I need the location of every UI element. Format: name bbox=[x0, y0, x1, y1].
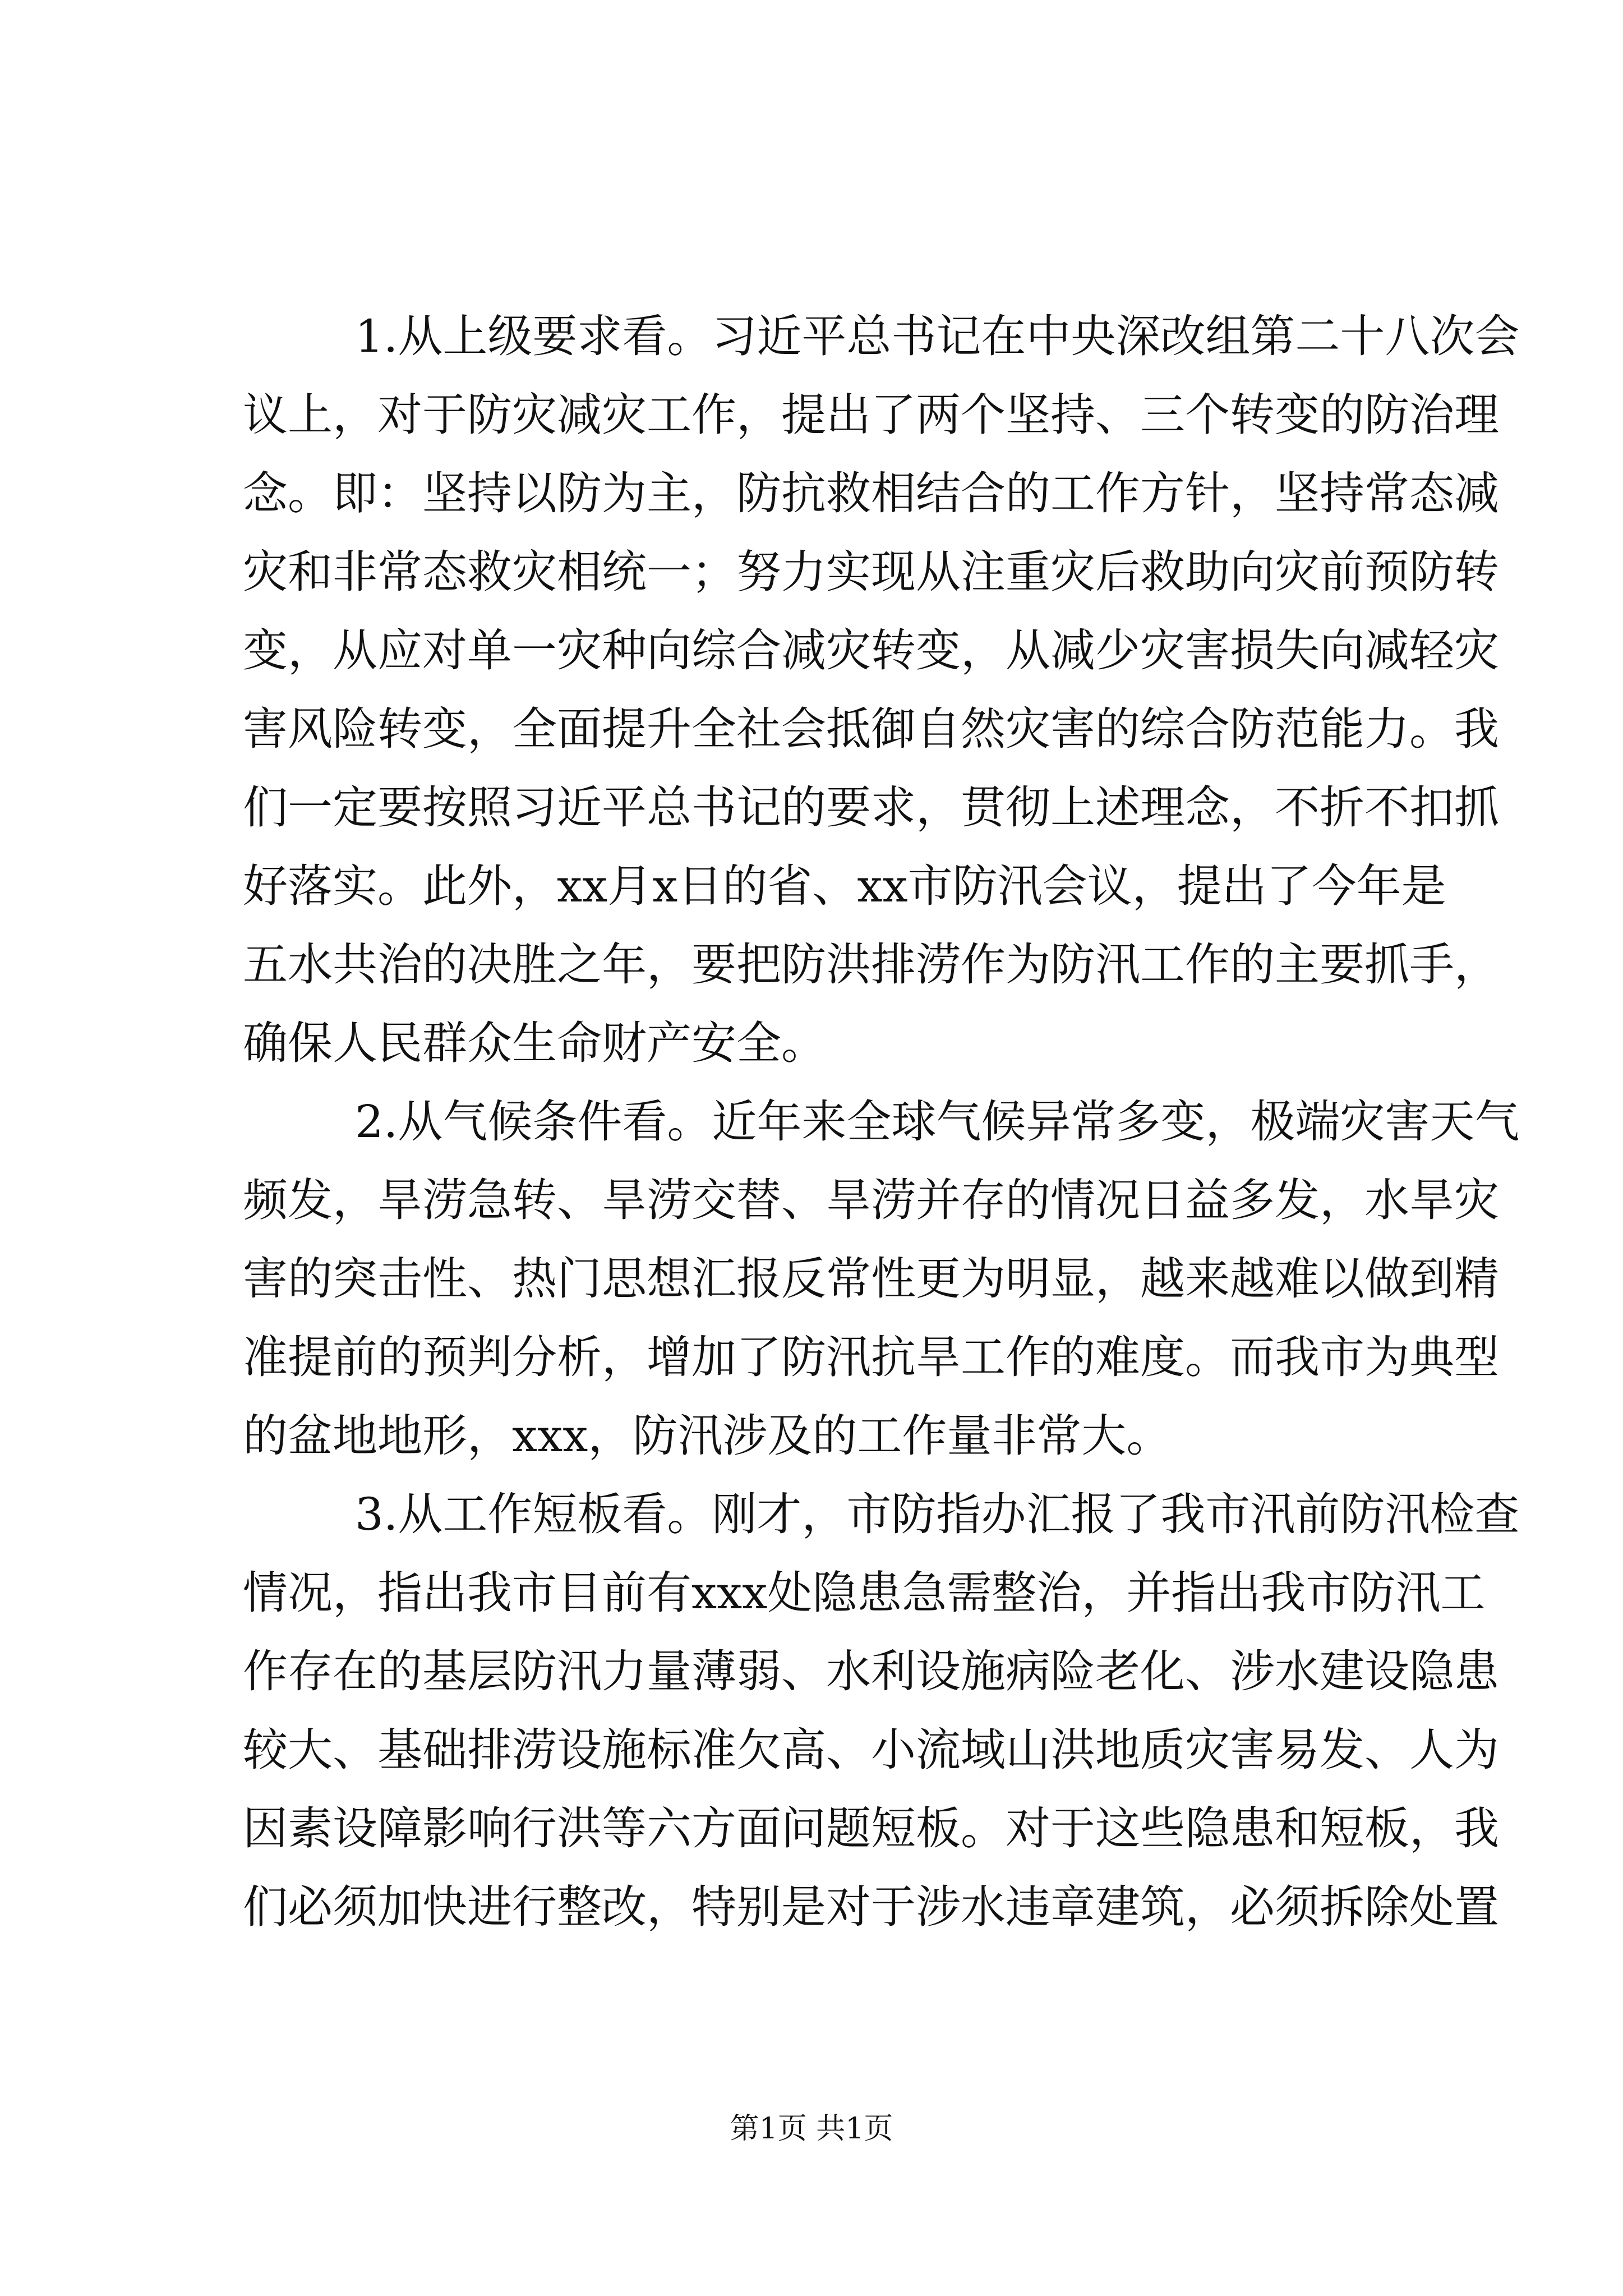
text-line: 灾和非常态救灾相统一；努力实现从注重灾后救助向灾前预防转 bbox=[243, 546, 1499, 598]
text-line: 1.从上级要求看。习近平总书记在中央深改组第二十八次会 bbox=[355, 310, 1520, 362]
text-line: 五水共治的决胜之年，要把防洪排涝作为防汛工作的主要抓手， bbox=[243, 938, 1499, 991]
text-line: 的盆地地形，xxx，防汛涉及的工作量非常大。 bbox=[243, 1410, 1172, 1462]
page-number-footer: 第1页 共1页 bbox=[730, 2112, 893, 2146]
text-line: 3.从工作短板看。刚才，市防指办汇报了我市汛前防汛检查 bbox=[355, 1488, 1520, 1540]
text-line: 情况，指出我市目前有xxx处隐患急需整治，并指出我市防汛工 bbox=[243, 1567, 1486, 1619]
text-line: 们一定要按照习近平总书记的要求，贯彻上述理念，不折不扣抓 bbox=[243, 781, 1499, 834]
text-line: 变，从应对单一灾种向综合减灾转变，从减少灾害损失向减轻灾 bbox=[243, 624, 1499, 677]
text-line: 害风险转变，全面提升全社会抵御自然灾害的综合防范能力。我 bbox=[243, 703, 1499, 755]
text-line: 议上，对于防灾减灾工作，提出了两个坚持、三个转变的防治理 bbox=[243, 389, 1499, 441]
text-line: 确保人民群众生命财产安全。 bbox=[243, 1017, 826, 1069]
text-line: 准提前的预判分析，增加了防汛抗旱工作的难度。而我市为典型 bbox=[243, 1331, 1499, 1383]
text-line: 害的突击性、热门思想汇报反常性更为明显，越来越难以做到精 bbox=[243, 1253, 1499, 1305]
text-line: 作存在的基层防汛力量薄弱、水利设施病险老化、涉水建设隐患 bbox=[243, 1645, 1499, 1697]
text-line: 因素设障影响行洪等六方面问题短板。对于这些隐患和短板，我 bbox=[243, 1802, 1499, 1855]
text-line: 念。即：坚持以防为主，防抗救相结合的工作方针，坚持常态减 bbox=[243, 467, 1499, 519]
text-line: 较大、基础排涝设施标准欠高、小流域山洪地质灾害易发、人为 bbox=[243, 1724, 1499, 1776]
document-body bbox=[243, 297, 1520, 1947]
text-line: 们必须加快进行整改，特别是对于涉水违章建筑，必须拆除处置 bbox=[243, 1881, 1499, 1933]
text-line: 2.从气候条件看。近年来全球气候异常多变，极端灾害天气 bbox=[355, 1096, 1520, 1148]
text-line: 好落实。此外，xx月x日的省、xx市防汛会议，提出了今年是 bbox=[243, 860, 1446, 912]
text-line: 频发，旱涝急转、旱涝交替、旱涝并存的情况日益多发，水旱灾 bbox=[243, 1174, 1499, 1226]
